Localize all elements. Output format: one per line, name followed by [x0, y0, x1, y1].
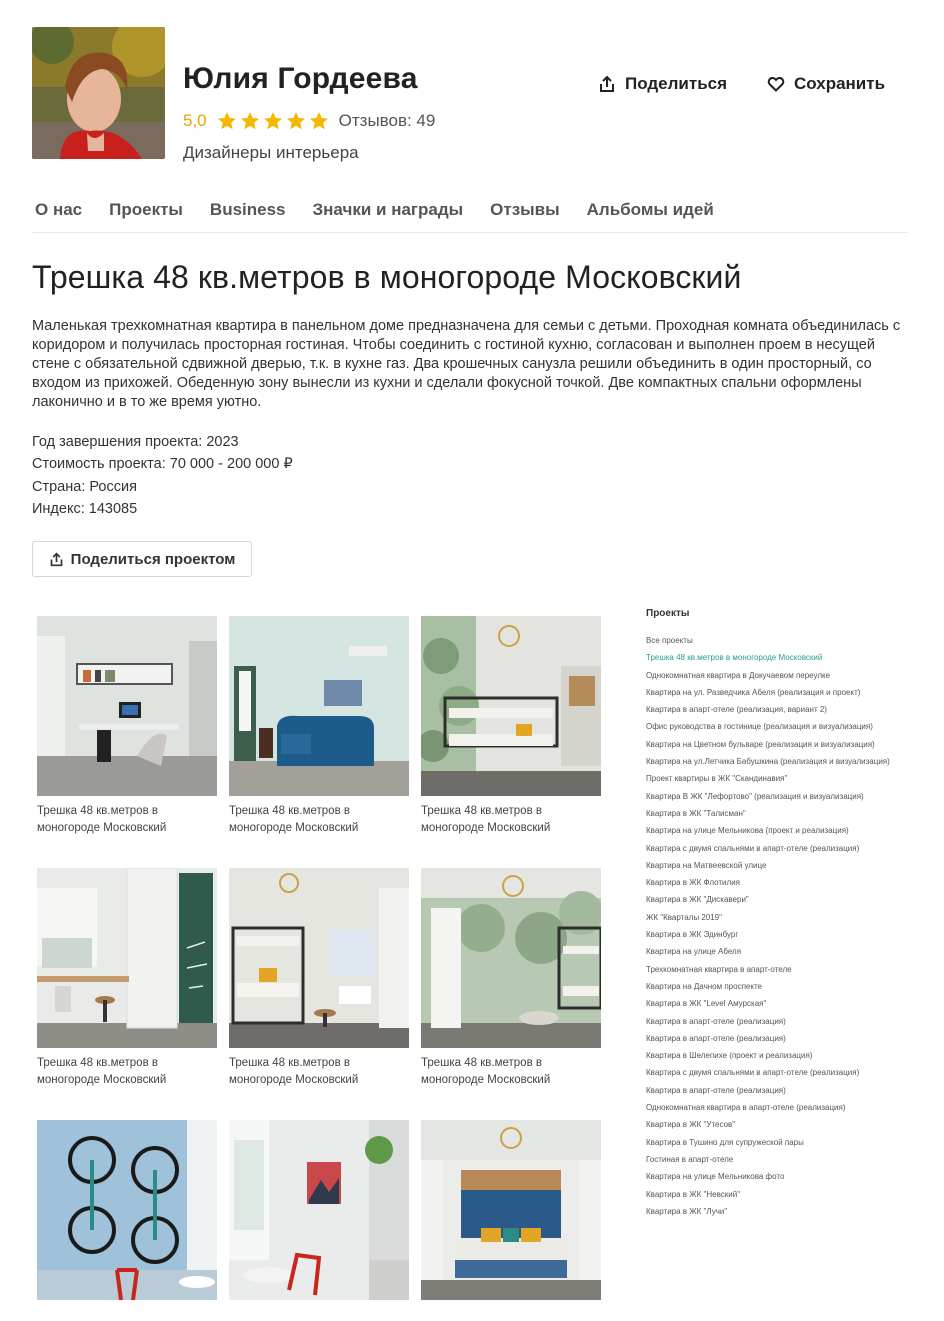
star-icon [286, 111, 306, 131]
gallery-caption[interactable]: Трешка 48 кв.метров в моногороде Московский [229, 1057, 359, 1086]
rating-stars [217, 111, 329, 131]
sidebar-project-item[interactable]: Квартира в Шелепихе (проект и реализация) [646, 1051, 813, 1061]
project-description: Маленькая трехкомнатная квартира в панельном доме предназначена для семьи с детьми. Проходная комната объединилась с коридором и получилась просторная гостиная. Чтобы соединить с гостиной кухню, согласован и выполнен проем в несущей стене с обязательной сдвижной дверью, т.к. в кухне газ. Два крошечных санузла решили объединить в один просторный, со входом из прихожей. Обеденную зону вынесли из кухни и сделали фокусной точкой. Две компактных спальни оформлены лаконично и в то же время уютно. [32, 318, 901, 410]
sidebar-project-item[interactable]: Квартира В ЖК "Лефортово" (реализация и визуализация) [646, 791, 864, 801]
fact-cost: Стоимость проекта: 70 000 - 200 000 ₽ [32, 456, 293, 473]
sidebar-item-all-projects[interactable]: Все проекты [646, 636, 693, 645]
fact-country: Страна: Россия [32, 478, 137, 495]
sidebar-project-item[interactable]: Квартира на улице Мельникова (проект и реализация) [646, 826, 849, 836]
gallery-caption[interactable]: Трешка 48 кв.метров в моногороде Московский [229, 805, 359, 834]
projects-sidebar [646, 608, 896, 1224]
sidebar-project-item[interactable]: Квартира с двумя спальнями в апарт-отеле (реализация) [646, 843, 860, 853]
fact-year: Год завершения проекта: 2023 [32, 434, 239, 450]
sidebar-project-item[interactable]: Квартира в ЖК Эдинбург [646, 930, 739, 940]
share-project-label: Поделиться проектом [70, 550, 236, 568]
project-photo[interactable] [229, 616, 409, 796]
sidebar-project-item[interactable]: Однокомнатная квартира в Докучаевом переулке [646, 670, 831, 680]
gallery-caption[interactable]: Трешка 48 кв.метров в моногороде Московский [421, 1057, 551, 1086]
gallery-item[interactable] [421, 616, 601, 836]
sidebar-project-item[interactable]: Квартира в ЖК Флотилия [646, 878, 740, 888]
sidebar-title: Проекты [646, 608, 690, 619]
share-label: Поделиться [625, 74, 728, 93]
tabs-divider [32, 232, 908, 233]
share-icon [598, 75, 616, 93]
gallery-item[interactable] [229, 616, 409, 836]
project-photo[interactable] [37, 616, 217, 796]
profile-name: Юлия Гордеева [183, 62, 418, 95]
star-icon [263, 111, 283, 131]
tab-idea-albums[interactable]: Альбомы идей [586, 200, 714, 219]
gallery-item[interactable] [229, 868, 409, 1088]
project-photo[interactable] [37, 868, 217, 1048]
profile-category: Дизайнеры интерьера [183, 143, 359, 162]
gallery-item[interactable] [421, 868, 601, 1088]
sidebar-project-item[interactable]: Однокомнатная квартира в апарт-отеле (реализация) [646, 1103, 846, 1113]
tab-badges[interactable]: Значки и награды [312, 200, 464, 219]
gallery-item[interactable] [229, 1120, 409, 1307]
tab-business[interactable]: Business [209, 200, 286, 219]
rating-value: 5,0 [183, 111, 207, 130]
fact-zip: Индекс: 143085 [32, 500, 138, 517]
project-photo[interactable] [229, 868, 409, 1048]
project-facts [32, 431, 293, 520]
star-icon [240, 111, 260, 131]
sidebar-project-item[interactable]: Квартира в ЖК "Дискавери" [646, 895, 749, 905]
gallery-item[interactable] [421, 1120, 601, 1307]
sidebar-project-item[interactable]: Офис руководства в гостинице (реализация и визуализация) [646, 722, 873, 732]
sidebar-project-item[interactable]: Квартира в апарт-отеле (реализация) [646, 1016, 786, 1026]
sidebar-project-item[interactable]: Квартира в ЖК "Лучи" [646, 1206, 728, 1216]
sidebar-project-item[interactable]: Квартира в Тушино для супружеской пары [646, 1137, 804, 1147]
sidebar-project-item[interactable]: Квартира на Дачном проспекте [646, 981, 762, 991]
reviews-link[interactable]: Отзывов: 49 [338, 111, 436, 130]
sidebar-project-item[interactable]: Квартира на улице Абеля [646, 947, 742, 957]
project-title: Трешка 48 кв.метров в моногороде Московский [32, 259, 742, 295]
profile-tabs [35, 200, 714, 220]
heart-icon [767, 75, 785, 93]
rating-row [183, 110, 435, 132]
sidebar-project-item[interactable]: Квартира на Матвеевской улице [646, 860, 767, 870]
tab-about[interactable]: О нас [35, 200, 83, 219]
sidebar-project-item[interactable]: Квартира в апарт-отеле (реализация) [646, 1033, 786, 1043]
gallery-item[interactable] [37, 1120, 217, 1307]
sidebar-project-item[interactable]: Квартира на ул.Летчика Бабушкина (реализация и визуализация) [646, 757, 890, 767]
sidebar-project-item[interactable]: Квартира на Цветном бульваре (реализация и визуализация) [646, 739, 875, 749]
gallery-item[interactable] [37, 616, 217, 836]
tab-reviews[interactable]: Отзывы [490, 200, 560, 219]
sidebar-project-item[interactable]: Квартира с двумя спальнями в апарт-отеле (реализация) [646, 1068, 860, 1078]
star-icon [217, 111, 237, 131]
avatar [32, 27, 165, 159]
save-label: Сохранить [794, 74, 886, 93]
gallery-caption[interactable]: Трешка 48 кв.метров в моногороде Московский [37, 805, 167, 834]
project-photo[interactable] [421, 868, 601, 1048]
sidebar-project-item[interactable]: Проект квартиры в ЖК "Скандинавия" [646, 774, 788, 784]
share-icon [49, 552, 64, 567]
sidebar-project-item[interactable]: Квартира в ЖК "Утесов" [646, 1120, 736, 1130]
project-photo[interactable] [421, 616, 601, 796]
project-photo[interactable] [229, 1120, 409, 1300]
tab-projects[interactable]: Проекты [109, 200, 183, 219]
sidebar-project-item[interactable]: Трехкомнатная квартира в апарт-отеле [646, 964, 792, 974]
save-button[interactable] [767, 74, 885, 94]
share-button[interactable] [598, 74, 727, 94]
star-icon [309, 111, 329, 131]
sidebar-project-item[interactable]: ЖК "Кварталы 2019" [646, 912, 722, 922]
gallery-caption[interactable]: Трешка 48 кв.метров в моногороде Московский [421, 805, 551, 834]
sidebar-project-item[interactable]: Квартира в ЖК "Талисман" [646, 808, 746, 818]
sidebar-project-list [646, 636, 896, 1217]
sidebar-project-item[interactable]: Квартира в ЖК "Level Амурская" [646, 999, 767, 1009]
sidebar-project-item[interactable]: Квартира в ЖК "Невский" [646, 1189, 741, 1199]
sidebar-project-item[interactable]: Гостиная в апарт-отеле [646, 1154, 734, 1164]
sidebar-project-item[interactable]: Квартира на ул. Разведчика Абеля (реализация и проект) [646, 687, 861, 697]
sidebar-project-item[interactable]: Квартира на улице Мельникова фото [646, 1172, 785, 1182]
project-photo[interactable] [421, 1120, 601, 1300]
sidebar-project-item[interactable]: Квартира в апарт-отеле (реализация) [646, 1085, 786, 1095]
project-photo[interactable] [37, 1120, 217, 1300]
sidebar-project-item[interactable]: Трешка 48 кв.метров в моногороде Московский [646, 653, 823, 663]
share-project-button[interactable] [32, 541, 252, 577]
gallery-caption[interactable]: Трешка 48 кв.метров в моногороде Московский [37, 1057, 167, 1086]
sidebar-project-item[interactable]: Квартира в апарт-отеле (реализация, вариант 2) [646, 705, 827, 715]
gallery-item[interactable] [37, 868, 217, 1088]
